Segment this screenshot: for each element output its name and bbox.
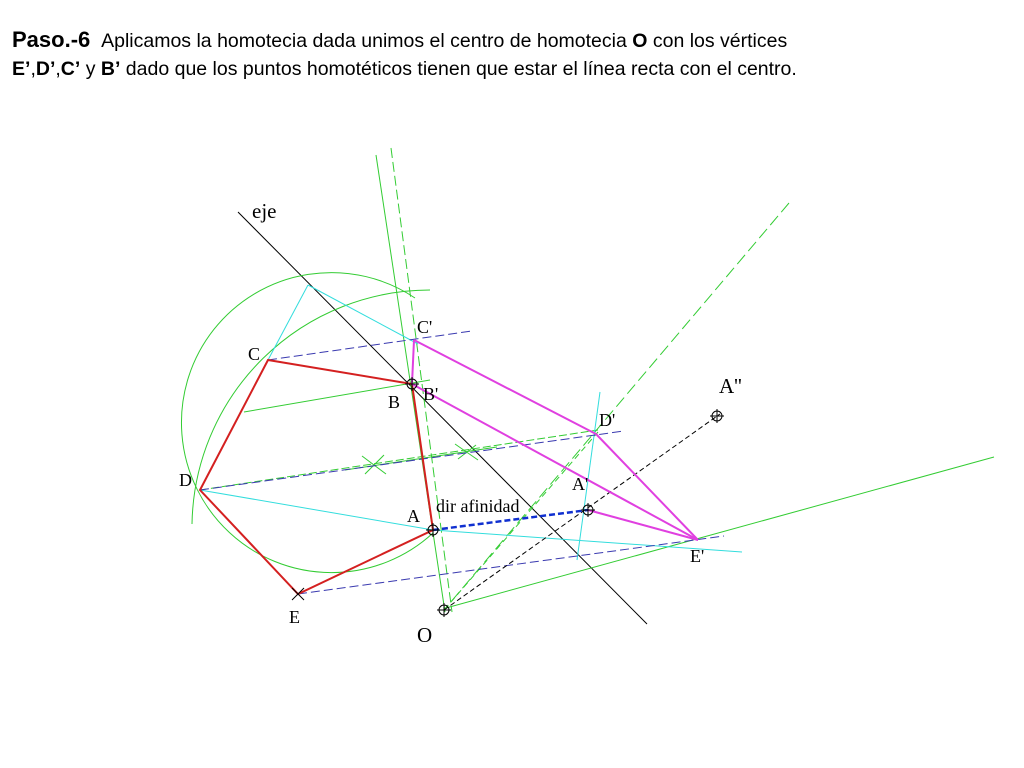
label-a-prime: A' — [572, 474, 589, 494]
label-c: C — [248, 344, 261, 364]
green-arc-circle — [181, 273, 433, 573]
axis-line — [238, 212, 647, 624]
label-c-prime: C' — [417, 317, 433, 337]
label-d-prime: D' — [599, 410, 616, 430]
vertex-d-prime: D’ — [35, 58, 56, 80]
instruction-line-2: E’,D’,C’ y B’ dado que los puntos homotéticos tienen que estar el línea recta con el centro. — [12, 58, 797, 80]
center-letter: O — [632, 30, 648, 52]
vertex-e-prime: E’ — [12, 58, 31, 80]
green-line-b-dir — [244, 380, 430, 412]
dashed-e-line — [298, 536, 724, 594]
instruction-tail-1: con los vértices — [652, 30, 788, 52]
label-b: B — [388, 392, 401, 412]
mag-a-prime-e-prime — [588, 510, 698, 540]
cyan-line-c-top — [268, 285, 308, 360]
label-o: O — [417, 623, 433, 647]
mag-d-prime-e-prime — [596, 434, 698, 540]
label-b-prime: B' — [423, 384, 439, 404]
marker-a — [426, 523, 440, 537]
mag-c-prime-d-prime — [414, 340, 596, 434]
label-a: A — [407, 506, 420, 526]
label-d: D — [179, 470, 192, 490]
label-e: E — [289, 607, 300, 627]
dashed-d-line — [200, 431, 624, 490]
cyan-line-d-a — [200, 490, 433, 530]
marker-a-double — [710, 409, 724, 423]
conjunction: y — [85, 58, 96, 80]
mag-b-prime-e-prime — [412, 384, 698, 540]
label-e-prime: E' — [690, 546, 705, 566]
green-construction-lines — [181, 148, 994, 612]
green-line-long-diag — [444, 203, 789, 610]
marker-o — [437, 603, 451, 617]
green-line-bottom — [446, 457, 994, 608]
vertex-c-prime: C’ — [60, 58, 81, 80]
affinity-label: dir afinidad — [436, 496, 520, 516]
axis-label: eje — [252, 199, 277, 223]
step-title: Paso.-6 — [12, 27, 91, 52]
instruction-body-1: Aplicamos la homotecia dada unimos el centro de homotecia — [101, 30, 627, 52]
vertex-b-prime: B’ — [100, 58, 121, 80]
marker-e — [292, 588, 304, 600]
green-line-d-dir — [200, 430, 598, 490]
marker-b — [405, 377, 419, 391]
dashed-blue-lines — [200, 331, 724, 594]
green-line-e-dir — [444, 432, 598, 610]
label-a-double: A'' — [719, 374, 742, 398]
instruction-tail-2: dado que los puntos homotéticos tienen que estar el línea recta con el centro. — [125, 58, 797, 80]
